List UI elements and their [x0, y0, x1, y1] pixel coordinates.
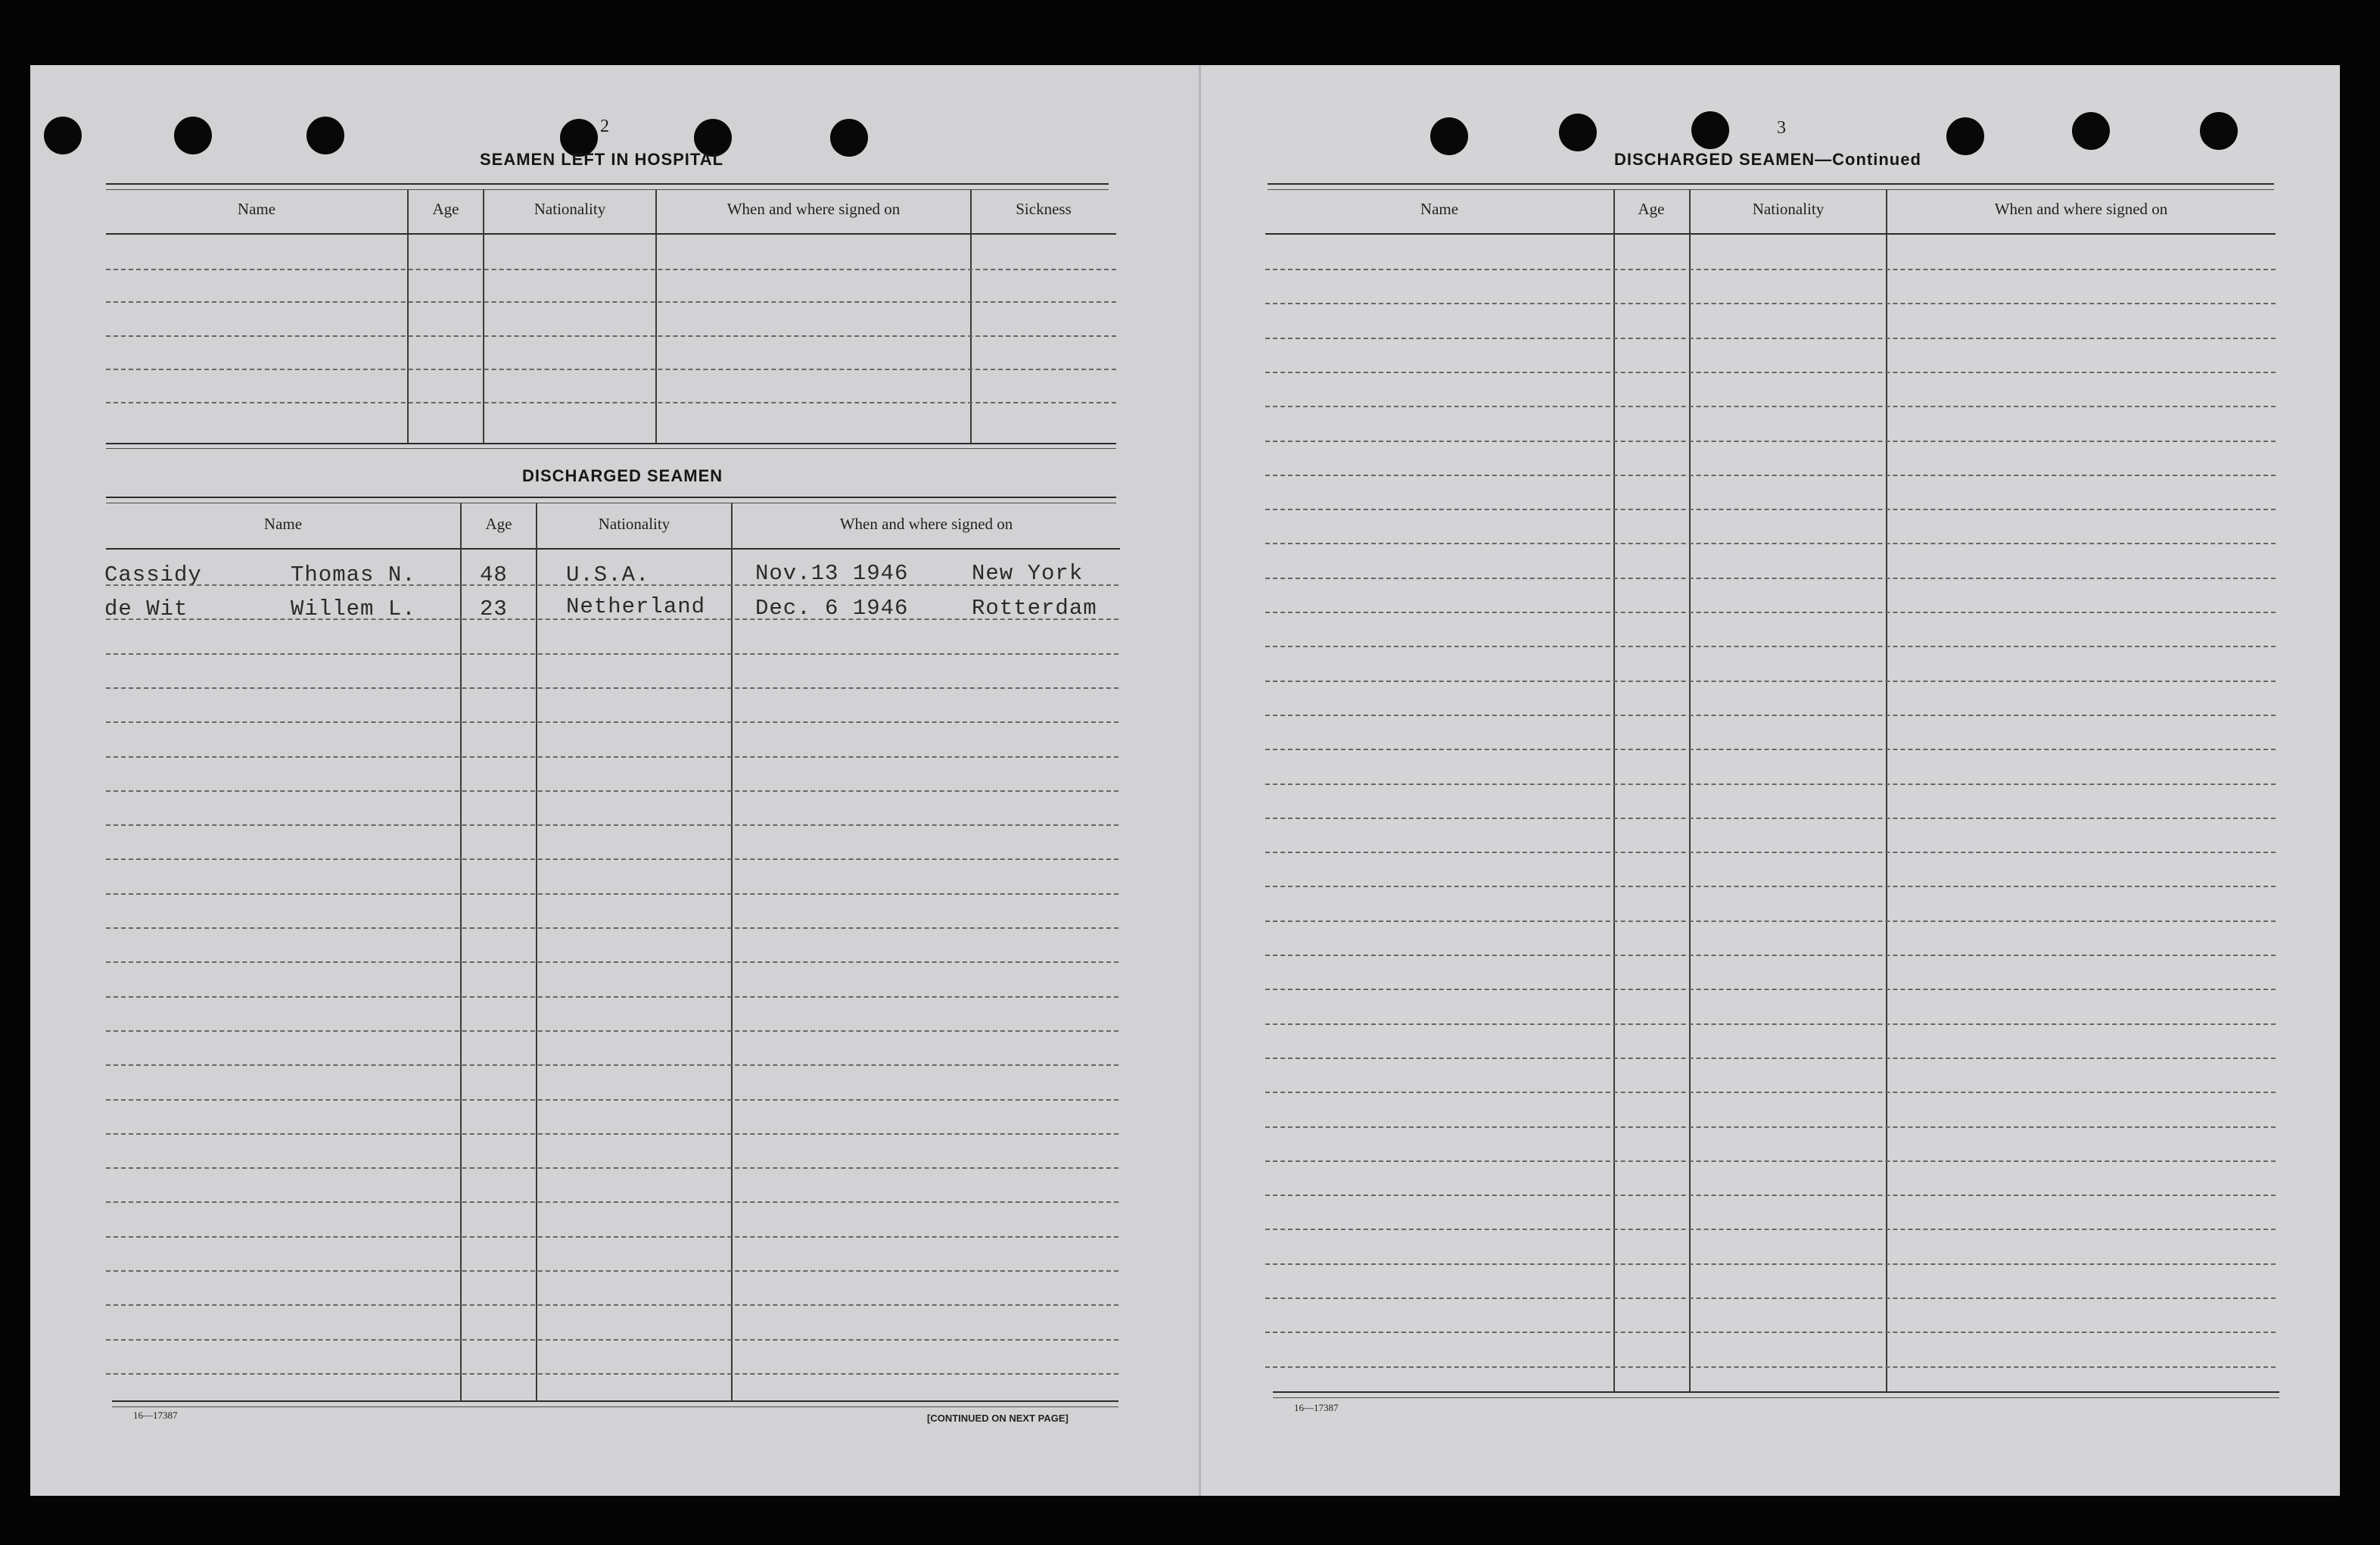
- column-header: Age: [1638, 200, 1665, 218]
- table-rule: [1268, 183, 2274, 185]
- page-number: 2: [600, 117, 609, 136]
- row-line: [106, 618, 1118, 620]
- signed-on-date: Nov.13 1946: [755, 561, 909, 586]
- column-divider: [483, 189, 484, 443]
- seaman-surname: Cassidy: [104, 562, 202, 587]
- table-rule: [106, 548, 1120, 550]
- left-page: [30, 65, 1199, 1496]
- column-divider: [407, 189, 409, 443]
- column-header: Name: [263, 515, 303, 533]
- row-line: [1265, 1195, 2276, 1196]
- row-line: [106, 1373, 1118, 1375]
- table-rule: [112, 1400, 1118, 1402]
- row-line: [1265, 989, 2276, 990]
- right-page: [1199, 65, 2340, 1496]
- table-rule: [106, 233, 1116, 235]
- row-line: [106, 1030, 1118, 1032]
- punch-hole: [174, 117, 212, 154]
- row-line: [1265, 578, 2276, 579]
- table-rule: [1268, 189, 2274, 190]
- punch-hole: [1946, 117, 1984, 155]
- row-line: [106, 584, 1118, 586]
- row-line: [106, 402, 1116, 403]
- row-line: [1265, 509, 2276, 510]
- column-header: Age: [485, 515, 512, 533]
- row-line: [1265, 1058, 2276, 1059]
- row-line: [106, 927, 1118, 929]
- row-line: [106, 1099, 1118, 1101]
- row-line: [106, 1339, 1118, 1341]
- row-line: [1265, 1160, 2276, 1162]
- punch-hole: [1559, 114, 1597, 151]
- row-line: [106, 893, 1118, 895]
- row-line: [1265, 646, 2276, 647]
- seaman-surname: de Wit: [104, 597, 188, 621]
- row-line: [1265, 852, 2276, 853]
- row-line: [106, 996, 1118, 998]
- signed-on-date: Dec. 6 1946: [755, 596, 909, 621]
- table-rule: [106, 497, 1116, 498]
- punch-hole: [1691, 111, 1729, 149]
- punch-hole: [1430, 117, 1468, 155]
- row-line: [106, 653, 1118, 655]
- page-fold: [1199, 65, 1201, 1496]
- signed-on-place: Rotterdam: [972, 596, 1097, 621]
- row-line: [106, 687, 1118, 689]
- row-line: [106, 1236, 1118, 1238]
- row-line: [1265, 920, 2276, 922]
- column-header: Nationality: [598, 515, 670, 533]
- row-line: [1265, 1297, 2276, 1299]
- row-line: [106, 1167, 1118, 1169]
- row-line: [106, 1201, 1118, 1203]
- row-line: [106, 790, 1118, 792]
- row-line: [1265, 818, 2276, 819]
- table-rule: [1273, 1397, 2279, 1398]
- row-line: [1265, 1263, 2276, 1265]
- column-header: Nationality: [1752, 200, 1825, 218]
- row-line: [1265, 1332, 2276, 1333]
- row-line: [1265, 783, 2276, 785]
- seaman-age: 48: [480, 562, 508, 587]
- discharged-section-title: DISCHARGED SEAMEN: [522, 466, 723, 485]
- column-header: Nationality: [534, 200, 606, 218]
- column-divider: [460, 503, 462, 1400]
- column-divider: [655, 189, 657, 443]
- row-line: [1265, 955, 2276, 956]
- row-line: [106, 1304, 1118, 1306]
- seaman-nationality: U.S.A.: [566, 562, 650, 587]
- column-header: Name: [1420, 200, 1459, 218]
- row-line: [1265, 543, 2276, 544]
- punch-hole: [830, 119, 868, 157]
- row-line: [106, 1064, 1118, 1066]
- punch-hole: [2072, 112, 2110, 150]
- row-line: [1265, 1023, 2276, 1025]
- punch-hole: [2200, 112, 2238, 150]
- row-line: [106, 269, 1116, 270]
- table-rule: [106, 448, 1116, 449]
- column-header: Age: [432, 200, 459, 218]
- column-header: When and where signed on: [839, 515, 1013, 533]
- table-rule: [1265, 233, 2276, 235]
- row-line: [1265, 681, 2276, 682]
- discharged-continued-title: DISCHARGED SEAMEN—Continued: [1614, 150, 1921, 169]
- table-rule: [1273, 1391, 2279, 1393]
- punch-hole: [44, 117, 82, 154]
- form-number: 16—17387: [1294, 1402, 1339, 1413]
- row-line: [106, 858, 1118, 860]
- row-line: [1265, 269, 2276, 270]
- row-line: [106, 369, 1116, 370]
- seaman-given-name: Thomas N.: [291, 562, 416, 587]
- column-divider: [731, 503, 733, 1400]
- column-divider: [1689, 189, 1691, 1393]
- column-divider: [1886, 189, 1887, 1393]
- table-rule: [106, 183, 1109, 185]
- row-line: [1265, 475, 2276, 476]
- seaman-age: 23: [480, 597, 508, 621]
- row-line: [106, 1133, 1118, 1135]
- row-line: [106, 756, 1118, 758]
- hospital-section-title: SEAMEN LEFT IN HOSPITAL: [480, 150, 724, 169]
- row-line: [1265, 1126, 2276, 1128]
- row-line: [1265, 1366, 2276, 1368]
- column-divider: [1613, 189, 1615, 1393]
- row-line: [1265, 886, 2276, 887]
- form-number: 16—17387: [133, 1410, 178, 1421]
- row-line: [1265, 715, 2276, 716]
- row-line: [1265, 749, 2276, 750]
- table-rule: [106, 443, 1116, 444]
- continued-note: [CONTINUED ON NEXT PAGE]: [927, 1413, 1069, 1424]
- column-divider: [970, 189, 972, 443]
- row-line: [1265, 1229, 2276, 1230]
- row-line: [1265, 441, 2276, 442]
- row-line: [106, 721, 1118, 723]
- row-line: [106, 1270, 1118, 1272]
- column-divider: [536, 503, 537, 1400]
- row-line: [106, 961, 1118, 963]
- row-line: [106, 824, 1118, 826]
- row-line: [1265, 612, 2276, 613]
- row-line: [1265, 372, 2276, 373]
- row-line: [1265, 303, 2276, 304]
- row-line: [106, 335, 1116, 337]
- signed-on-place: New York: [972, 561, 1084, 586]
- row-line: [1265, 406, 2276, 407]
- table-rule: [112, 1406, 1118, 1407]
- table-rule: [106, 189, 1109, 190]
- punch-hole: [306, 117, 344, 154]
- row-line: [106, 301, 1116, 303]
- column-header: Sickness: [1016, 200, 1072, 218]
- seaman-given-name: Willem L.: [291, 597, 416, 621]
- row-line: [1265, 338, 2276, 339]
- page-number: 3: [1777, 118, 1786, 138]
- column-header: When and where signed on: [726, 200, 901, 218]
- row-line: [1265, 1092, 2276, 1093]
- seaman-nationality: Netherland: [566, 594, 706, 619]
- column-header: When and where signed on: [1994, 200, 2168, 218]
- column-header: Name: [237, 200, 276, 218]
